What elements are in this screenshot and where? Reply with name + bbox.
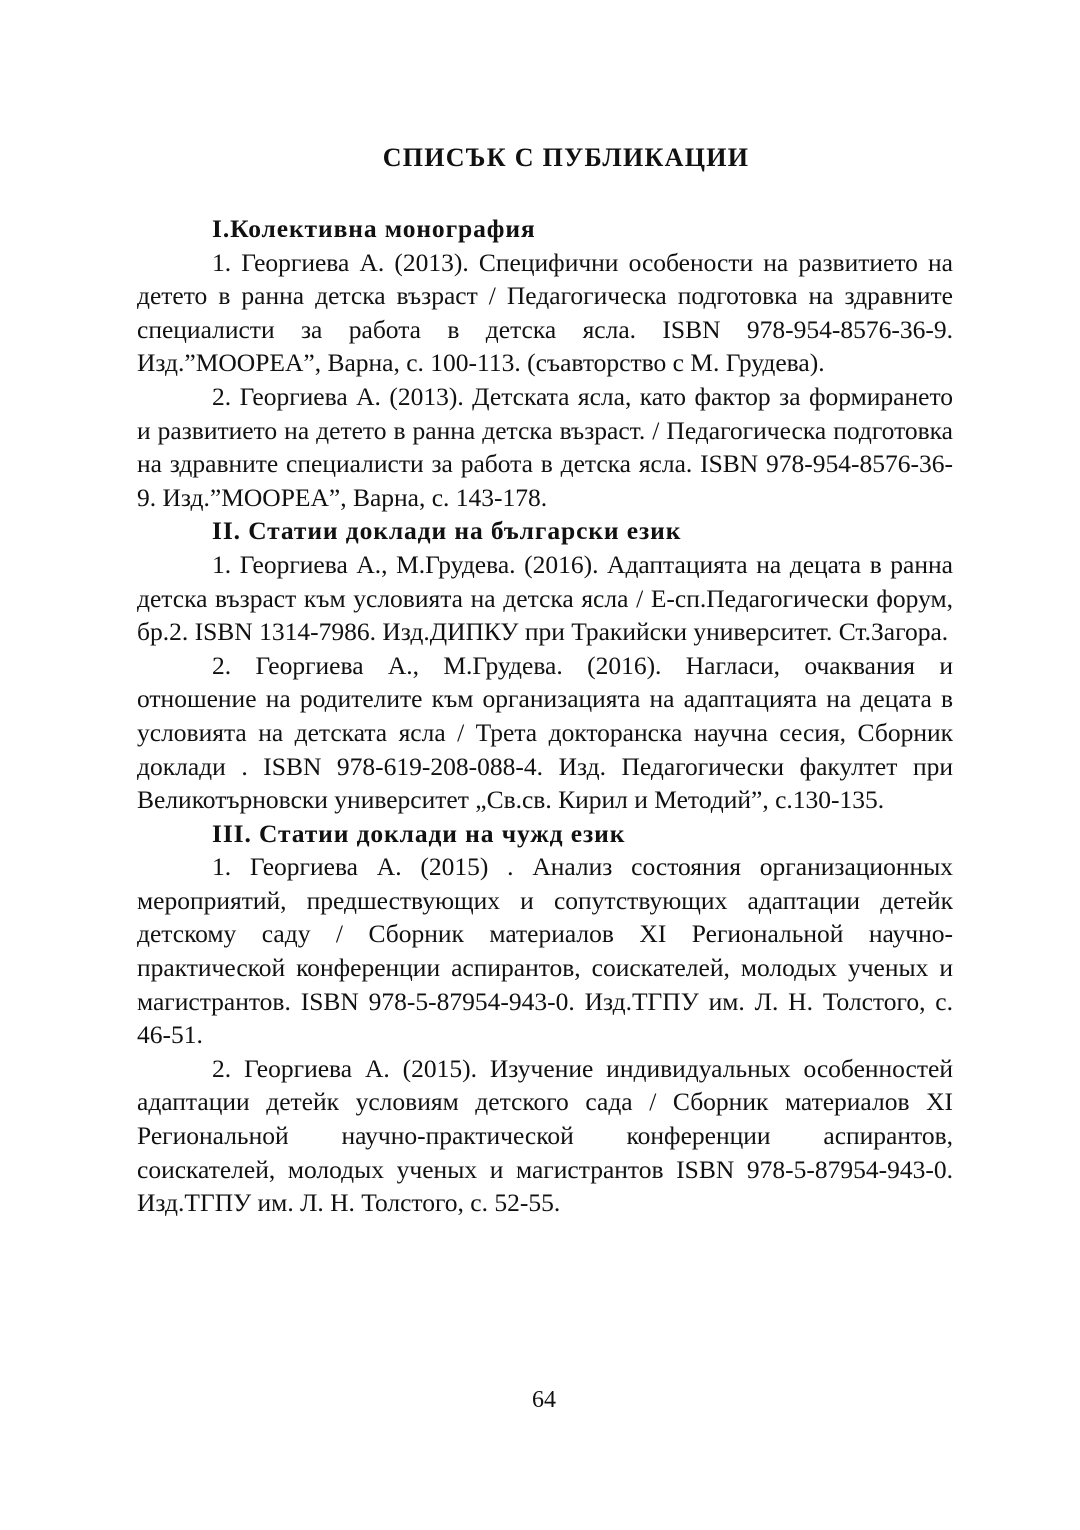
section-heading: II. Статии доклади на български език xyxy=(212,516,682,546)
section-heading: III. Статии доклади на чужд език xyxy=(212,818,626,848)
publication-entry: 2. Георгиева А. (2013). Детската ясла, като фактор за формирането и развитието на детето в ранна детска възраст. / Педагогическа подготовка на здравните специалисти за работа в детска ясла. ISBN 978-954-8576-36-9. Изд.”МООРЕА”, Варна, с. 143-178. xyxy=(137,381,953,512)
page-content xyxy=(137,138,953,1220)
section-foreign-articles xyxy=(137,817,953,1220)
publication-entry: 2. Георгиева А. (2015). Изучение индивидуальных особенностей адаптации детейк условиям детского сада / Сборник материалов XI Региональной научно-практической конференции аспирантов, соискателей, молодых ученых и магистрантов ISBN 978-5-87954-943-0. Изд.ТГПУ им. Л. Н. Толстого, с. 52-55. xyxy=(137,1053,953,1218)
section-collective-monograph xyxy=(137,212,953,514)
publication-entry: 1. Георгиева А., М.Грудева. (2016). Адаптацията на децата в ранна детска възраст към условията на детска ясла / Е-сп.Педагогически форум, бр.2. ISBN 1314-7986. Изд.ДИПКУ при Тракийски университет. Ст.Загора. xyxy=(137,549,953,647)
page-number: 64 xyxy=(532,1387,556,1413)
section-heading: I.Колективна монография xyxy=(212,214,536,243)
publication-entry: 1. Георгиева А. (2015) . Анализ состояния организационных мероприятий, предшествующих и сопутствующих адаптации детейк детскому саду / Сборник материалов XI Региональной научно-практической конференции аспирантов, соискателей, молодых ученых и магистрантов. ISBN 978-5-87954-943-0. Изд.ТГПУ им. Л. Н. Толстого, с. 46-51. xyxy=(137,852,953,1050)
page-title: СПИСЪК С ПУБЛИКАЦИИ xyxy=(382,143,750,172)
publication-entry: 2. Георгиева А., М.Грудева. (2016). Нагласи, очаквания и отношение на родителите към организацията на адаптацията на децата в условията на детската ясла / Трета докторанска научна сесия, Сборник доклади . ISBN 978-619-208-088-4. Изд. Педагогически факултет при Великотърновски университет „Св.св. Кирил и Методий”, с.130-135. xyxy=(137,650,953,815)
section-bulgarian-articles xyxy=(137,514,953,816)
publication-entry: 1. Георгиева А. (2013). Специфични особености на развитието на детето в ранна детска възраст / Педагогическа подготовка на здравните специалисти за работа в детска ясла. ISBN 978-954-8576-36-9. Изд.”МООРЕА”, Варна, с. 100-113. (съавторство с М. Грудева). xyxy=(137,247,953,378)
